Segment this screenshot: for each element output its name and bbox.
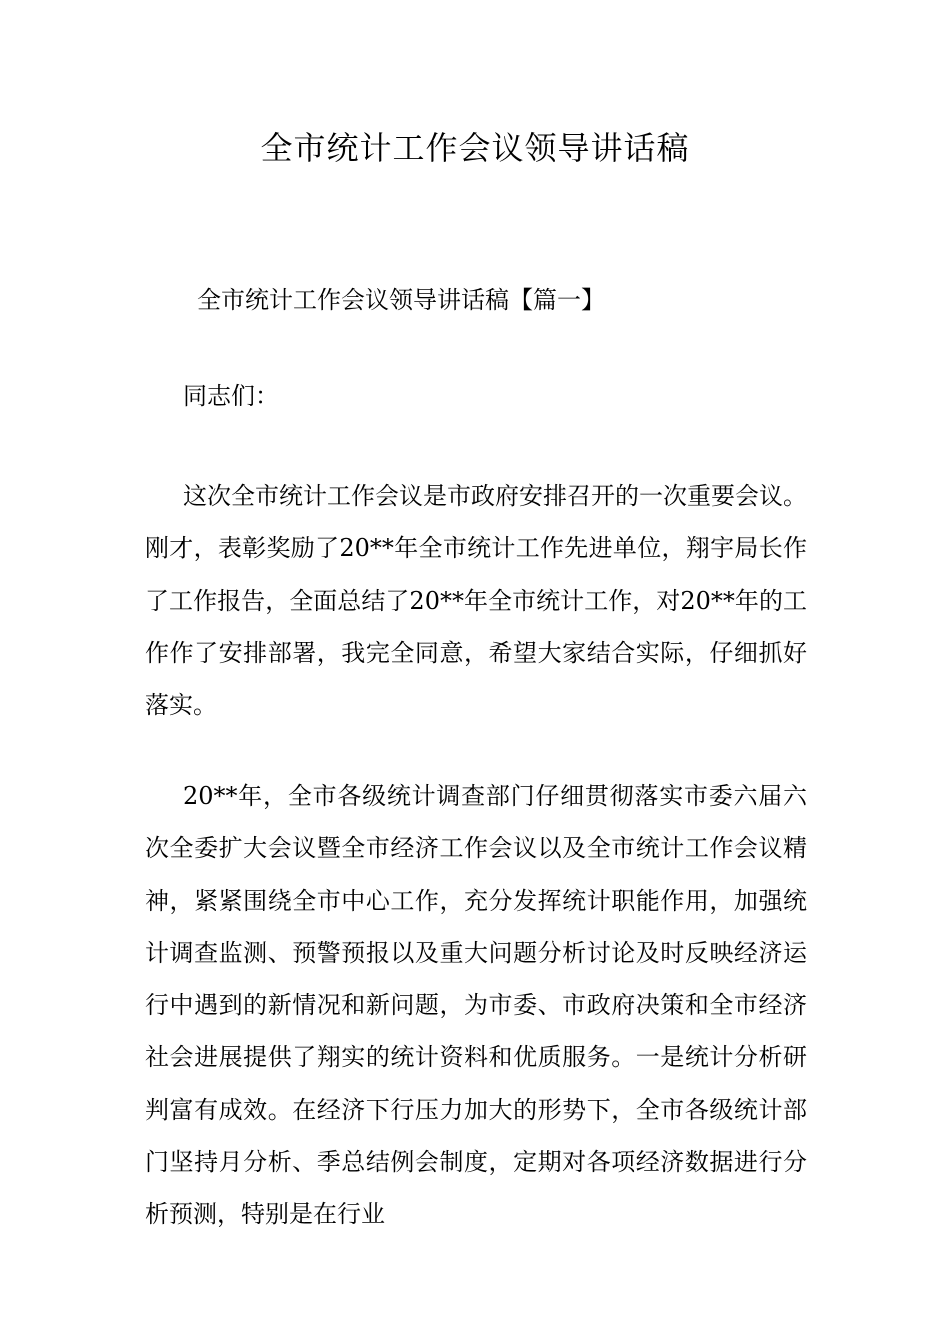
paragraph-2: 20**年，全市各级统计调查部门仔细贯彻落实市委六届六次全委扩大会议暨全市经济工作会议以及全市统计工作会议精神，紧紧围绕全市中心工作，充分发挥统计职能作用，加强统计调查监测、预警预报以及重大问题分析讨论及时反映经济运行中遇到的新情况和新问题，为市委、市政府决策和全市经济社会进展提供了翔实的统计资料和优质服务。一是统计分析研判富有成效。在经济下行压力加大的形势下，全市各级统计部门坚持月分析、季总结例会制度，定期对各项经济数据进行分析预测，特别是在行业: [145, 782, 807, 1229]
paragraph-1: 这次全市统计工作会议是市政府安排召开的一次重要会议。刚才，表彰奖励了20**年全市统计工作先进单位，翔宇局长作了工作报告，全面总结了20**年全市统计工作，对20**年的工作作了安排部署，我完全同意，希望大家结合实际，仔细抓好落实。: [145, 482, 807, 720]
salutation: 同志们：: [183, 382, 279, 410]
document-subtitle: 全市统计工作会议领导讲话稿【篇一】: [197, 286, 605, 314]
document-title: 全市统计工作会议领导讲话稿: [260, 129, 690, 167]
